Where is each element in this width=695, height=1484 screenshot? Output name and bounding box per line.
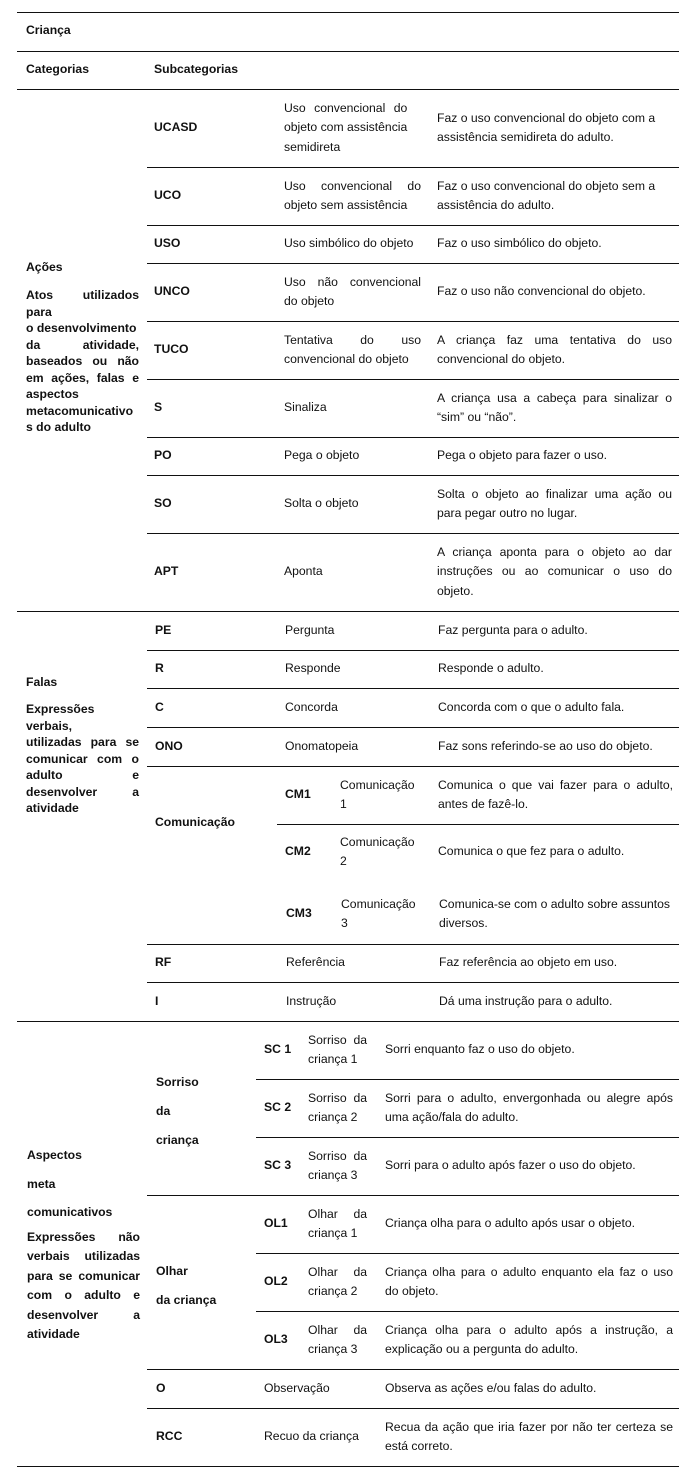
row-name: Uso convencional do objeto com assistência semidireta xyxy=(284,100,408,154)
row-description: Recua da ação que iria fazer por não ter certeza se está correto. xyxy=(385,1419,673,1453)
row-name: Comunicação 1 xyxy=(340,777,415,811)
row-name: Olhar da criança 1 xyxy=(308,1206,367,1240)
row-code: S xyxy=(154,400,163,415)
row-description: Faz sons referindo-se ao uso do objeto. xyxy=(438,738,653,753)
row-code: C xyxy=(155,699,164,714)
category-description: Expressões não verbais utilizadas para se comunicar com o adulto e desenvolver a atividade xyxy=(27,1230,140,1342)
row-name: Uso simbólico do objeto xyxy=(284,236,414,251)
row-description: Solta o objeto ao finalizar uma ação ou para pegar outro no lugar. xyxy=(437,486,672,520)
row-description: Faz o uso simbólico do objeto. xyxy=(437,236,602,251)
row-code: SO xyxy=(154,496,172,511)
row-description: Observa as ações e/ou falas do adulto. xyxy=(385,1380,597,1395)
group-label: Comunicação xyxy=(155,815,235,829)
rule-top xyxy=(17,12,679,13)
table-title: Criança xyxy=(26,23,71,37)
row-code: OL3 xyxy=(264,1332,288,1347)
row-description: Sorri enquanto faz o uso do objeto. xyxy=(385,1042,575,1057)
category-description: Atos utilizados para o desenvolvimento da atividade, baseados ou não em ações, falas e aspectos metacomunicativo s do adulto xyxy=(26,288,139,434)
row-name: Olhar da criança 3 xyxy=(308,1322,367,1356)
row-code: ONO xyxy=(155,738,183,753)
row-name: Comunicação 3 xyxy=(341,896,416,930)
row-description: Concorda com o que o adulto fala. xyxy=(438,699,625,714)
category-description: Expressões verbais, utilizadas para se comunicar com o adulto e desenvolver a atividade xyxy=(26,702,139,815)
row-name: Recuo da criança xyxy=(264,1429,359,1444)
row-name: Responde xyxy=(285,661,341,676)
rule-bottom xyxy=(17,1466,679,1467)
row-description: Comunica o que fez para o adulto. xyxy=(438,844,625,859)
row-name: Olhar da criança 2 xyxy=(308,1264,367,1298)
row-name: Instrução xyxy=(286,993,337,1008)
row-code: PE xyxy=(155,622,172,637)
row-code: O xyxy=(156,1380,166,1395)
row-name: Observação xyxy=(264,1380,330,1395)
row-description: Faz pergunta para o adulto. xyxy=(438,622,588,637)
group-label: Sorriso da criança xyxy=(156,1075,199,1147)
row-code: APT xyxy=(154,564,179,579)
row-description: Dá uma instrução para o adulto. xyxy=(439,993,613,1008)
row-name: Uso não convencional do objeto xyxy=(284,274,421,308)
row-code: UCO xyxy=(154,188,182,203)
category-label: Falas xyxy=(26,675,58,689)
row-code: OL2 xyxy=(264,1274,288,1289)
row-name: Aponta xyxy=(284,564,323,579)
row-name: Sorriso da criança 3 xyxy=(308,1148,367,1182)
row-name: Sorriso da criança 1 xyxy=(308,1032,367,1066)
row-description: Responde o adulto. xyxy=(438,661,544,676)
row-description: A criança faz uma tentativa do uso convencional do objeto. xyxy=(437,332,672,366)
row-code: CM2 xyxy=(285,844,311,859)
row-name: Referência xyxy=(286,955,345,970)
row-name: Sorriso da criança 2 xyxy=(308,1090,367,1124)
rule-title xyxy=(17,51,679,52)
header-subcategories: Subcategorias xyxy=(154,62,238,76)
row-description: Criança olha para o adulto após usar o objeto. xyxy=(385,1216,636,1231)
row-code: TUCO xyxy=(154,342,189,357)
row-code: RCC xyxy=(156,1429,183,1444)
row-code: SC 1 xyxy=(264,1042,292,1057)
row-code: CM3 xyxy=(286,906,312,921)
row-name: Concorda xyxy=(285,699,338,714)
group-label: Olhar da criança xyxy=(156,1264,217,1307)
row-description: Comunica o que vai fazer para o adulto, antes de fazê-lo. xyxy=(438,777,673,811)
row-description: A criança aponta para o objeto ao dar instruções ou ao comunicar o uso do objeto. xyxy=(437,544,672,598)
category-label: Aspectos meta comunicativos xyxy=(27,1148,113,1219)
row-name: Solta o objeto xyxy=(284,496,359,511)
header-categories: Categorias xyxy=(26,62,89,76)
row-code: SC 3 xyxy=(264,1158,292,1173)
row-code: RF xyxy=(155,955,172,970)
row-description: Pega o objeto para fazer o uso. xyxy=(437,448,608,463)
row-name: Sinaliza xyxy=(284,400,327,415)
row-code: I xyxy=(155,993,159,1008)
row-name: Pergunta xyxy=(285,622,335,637)
row-description: Faz o uso convencional do objeto sem a assistência do adulto. xyxy=(437,178,656,212)
row-description: Comunica-se com o adulto sobre assuntos diversos. xyxy=(439,896,671,930)
row-name: Pega o objeto xyxy=(284,448,360,463)
row-description: Faz o uso não convencional do objeto. xyxy=(437,284,646,299)
row-description: Criança olha para o adulto após a instrução, a explicação ou a pergunta do adulto. xyxy=(385,1322,673,1356)
row-description: A criança usa a cabeça para sinalizar o “sim” ou “não”. xyxy=(437,390,672,424)
row-code: CM1 xyxy=(285,787,311,802)
row-name: Onomatopeia xyxy=(285,738,359,753)
row-code: UNCO xyxy=(154,284,190,299)
row-code: R xyxy=(155,661,164,676)
row-code: SC 2 xyxy=(264,1100,292,1115)
row-code: OL1 xyxy=(264,1216,288,1231)
row-code: USO xyxy=(154,236,181,251)
row-description: Sorri para o adulto após fazer o uso do objeto. xyxy=(385,1158,636,1173)
category-label: Ações xyxy=(26,260,63,274)
row-name: Uso convencional do objeto sem assistência xyxy=(284,178,421,212)
row-description: Faz referência ao objeto em uso. xyxy=(439,955,618,970)
row-name: Tentativa do uso convencional do objeto xyxy=(284,332,421,366)
row-name: Comunicação 2 xyxy=(340,834,415,868)
row-code: UCASD xyxy=(154,120,198,135)
row-code: PO xyxy=(154,448,172,463)
row-description: Criança olha para o adulto enquanto ela faz o uso do objeto. xyxy=(385,1264,673,1298)
row-description: Sorri para o adulto, envergonhada ou alegre após uma ação/fala do adulto. xyxy=(385,1090,673,1124)
row-description: Faz o uso convencional do objeto com a assistência semidireta do adulto. xyxy=(437,110,656,144)
